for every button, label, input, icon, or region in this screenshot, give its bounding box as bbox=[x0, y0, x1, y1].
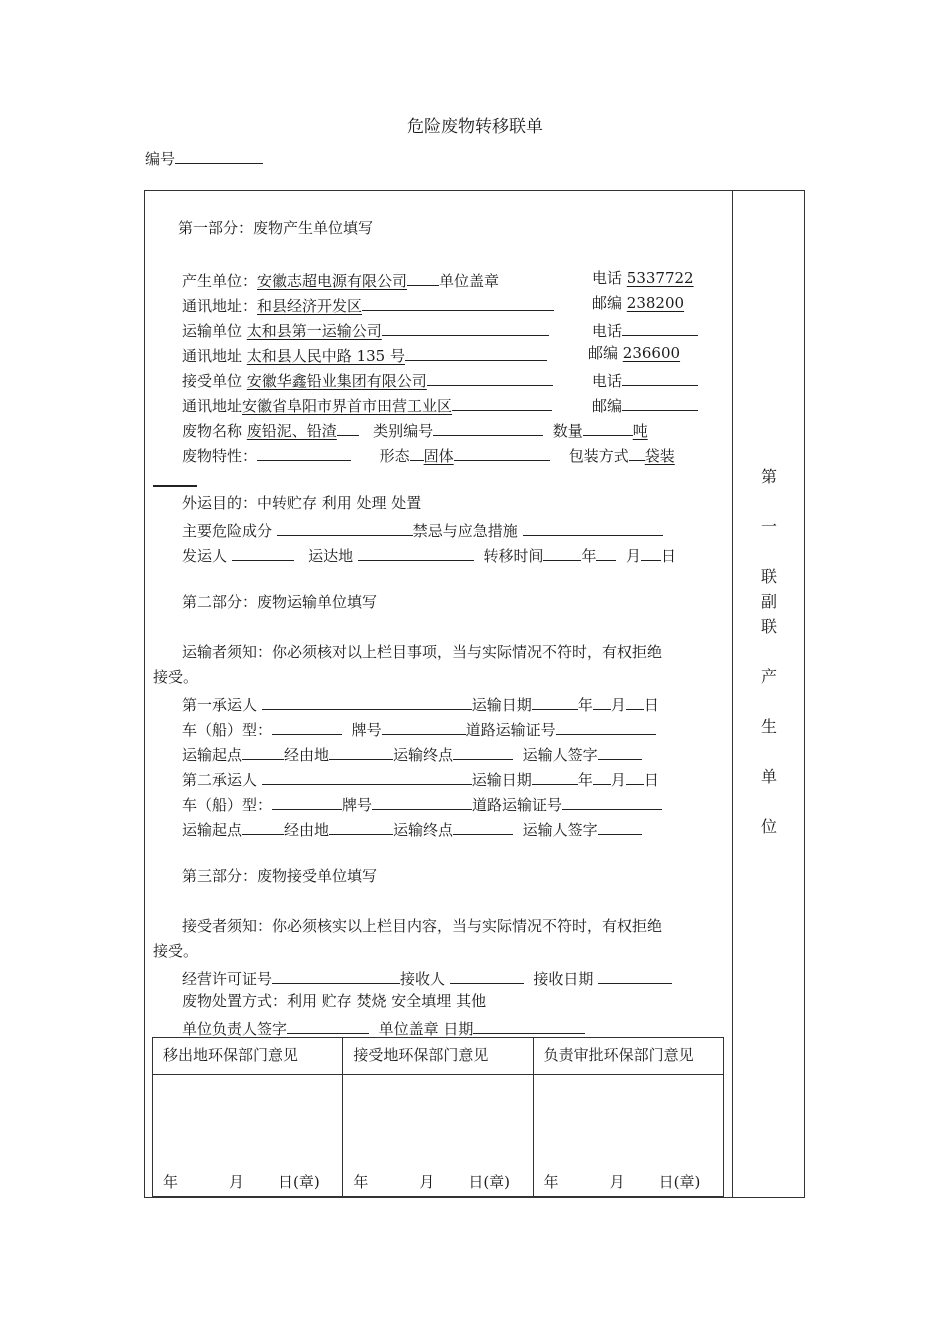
transport-phone: 电话 bbox=[592, 318, 698, 341]
opinion-date: 年 月 日(章) bbox=[163, 1173, 320, 1191]
transfer-purpose: 外运目的：中转贮存 利用 处理 处置 bbox=[182, 494, 422, 512]
receiver-notice-line2: 接受。 bbox=[153, 942, 199, 960]
waste-name-row: 废物名称 废铅泥、铅渣 类别编号 数量 吨 bbox=[182, 418, 648, 441]
side-char: 生 bbox=[760, 717, 777, 736]
carrier-notice-line2: 接受。 bbox=[153, 668, 199, 686]
receiver-postcode: 邮编 bbox=[592, 393, 698, 416]
serial-blank[interactable] bbox=[175, 146, 263, 164]
vehicle2-row: 车（船）型： 牌号 道路运输证号 bbox=[182, 792, 662, 815]
opinion-heading: 移出地环保部门意见 bbox=[163, 1046, 299, 1064]
opinion-heading: 接受地环保部门意见 bbox=[353, 1046, 489, 1064]
vehicle1-row: 车（船）型： 牌号 道路运输证号 bbox=[182, 717, 656, 740]
opinion-date: 年 月 日(章) bbox=[353, 1173, 511, 1191]
side-char: 位 bbox=[760, 817, 777, 836]
carrier2-row: 第二承运人 运输日期 年 月 日 bbox=[182, 767, 659, 790]
opinion-date: 年 月 日(章) bbox=[543, 1173, 701, 1191]
side-char: 产 bbox=[760, 667, 777, 686]
part3-heading: 第三部分：废物接受单位填写 bbox=[182, 867, 378, 885]
opinion-body[interactable] bbox=[343, 1075, 533, 1197]
opinion-body[interactable] bbox=[533, 1075, 723, 1197]
head-signature-row: 单位负责人签字 单位盖章 日期 bbox=[182, 1016, 585, 1039]
side-char: 联 bbox=[760, 617, 777, 636]
producer-name[interactable]: 安徽志超电源有限公司 bbox=[257, 272, 408, 290]
transport-address-row: 通讯地址 太和县人民中路 135 号 bbox=[182, 343, 547, 366]
serial-label: 编号 bbox=[145, 150, 176, 168]
carrier-notice-line1: 运输者须知：你必须核对以上栏目事项，当与实际情况不符时，有权拒绝 bbox=[182, 643, 663, 661]
license-row: 经营许可证号 接收人 接收日期 bbox=[182, 966, 672, 989]
receiver-row: 接受单位 安徽华鑫铅业集团有限公司 bbox=[182, 368, 553, 391]
receiver-notice-line1: 接受者须知：你必须核实以上栏目内容，当与实际情况不符时，有权拒绝 bbox=[182, 917, 663, 935]
opinion-cell-destination bbox=[343, 1038, 533, 1075]
producer-row: 产生单位：安徽志超电源有限公司 单位盖章 bbox=[182, 268, 499, 291]
opinion-heading: 负责审批环保部门意见 bbox=[543, 1046, 694, 1064]
waste-property-row: 废物特性： 形态 固体 包装方式 袋装 bbox=[182, 443, 675, 466]
page-title: 危险废物转移联单 bbox=[407, 117, 543, 137]
opinion-cell-origin bbox=[153, 1038, 343, 1075]
opinion-table bbox=[152, 1037, 724, 1197]
side-char: 单 bbox=[760, 767, 777, 786]
route1-row: 运输起点 经由地 运输终点 运输人签字 bbox=[182, 742, 642, 765]
serial-number-field[interactable] bbox=[145, 146, 263, 169]
receiver-address-row: 通讯地址安徽省阜阳市界首市田营工业区 bbox=[182, 393, 552, 416]
receiver-phone: 电话 bbox=[592, 368, 698, 391]
producer-postcode: 邮编 238200 bbox=[592, 294, 685, 312]
transport-postcode: 邮编 236600 bbox=[588, 344, 681, 362]
side-char: 第 bbox=[760, 467, 777, 486]
carrier1-row: 第一承运人 运输日期 年 月 日 bbox=[182, 692, 659, 715]
route2-row: 运输起点 经由地 运输终点 运输人签字 bbox=[182, 817, 642, 840]
shipping-row: 发运人 运达地 转移时间 年 月 日 bbox=[182, 543, 676, 566]
opinion-body[interactable] bbox=[153, 1075, 343, 1197]
hazard-row: 主要危险成分 禁忌与应急措施 bbox=[182, 518, 663, 541]
opinion-cell-approval bbox=[533, 1038, 723, 1075]
part2-heading: 第二部分：废物运输单位填写 bbox=[182, 593, 378, 611]
packing-continuation bbox=[153, 468, 197, 492]
side-char: 一 bbox=[760, 517, 777, 536]
disposal-method: 废物处置方式：利用 贮存 焚烧 安全填埋 其他 bbox=[182, 992, 487, 1010]
side-char: 联 bbox=[760, 567, 777, 586]
transport-unit-row: 运输单位 太和县第一运输公司 bbox=[182, 318, 549, 341]
side-char: 副 bbox=[760, 592, 777, 611]
part1-heading: 第一部分：废物产生单位填写 bbox=[178, 219, 374, 237]
copy-label-column bbox=[733, 190, 805, 1198]
producer-address-row: 通讯地址：和县经济开发区 bbox=[182, 293, 554, 316]
producer-phone: 电话 5337722 bbox=[592, 269, 694, 287]
